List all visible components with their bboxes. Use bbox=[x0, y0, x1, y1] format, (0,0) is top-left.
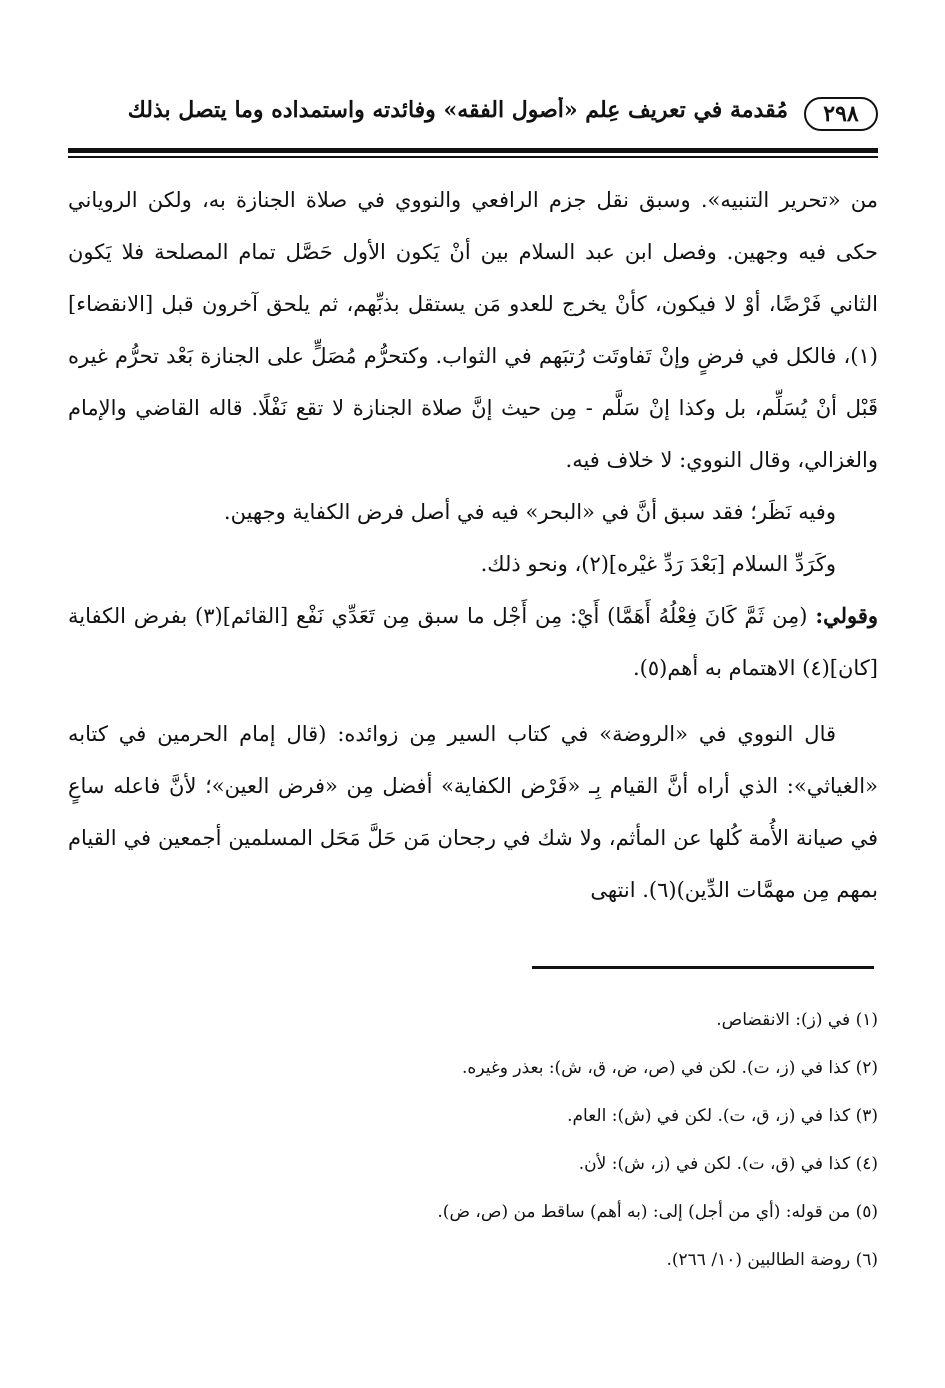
footnote-5: (٥) من قوله: (أي من أجل) إلى: (به أهم) ساقط من (ص، ض). bbox=[437, 1202, 878, 1222]
paragraph-2: وفيه نَظَر؛ فقد سبق أنَّ في «البحر» فيه في أصل فرض الكفاية وجهين. bbox=[223, 500, 836, 524]
footnote-6: (٦) روضة الطالبين (١٠/ ٢٦٦). bbox=[666, 1250, 878, 1270]
footnote-3: (٣) كذا في (ز، ق، ت). لكن في (ش): العام. bbox=[567, 1106, 878, 1126]
main-text bbox=[68, 174, 878, 916]
footnote-1: (١) في (ز): الانقضاص. bbox=[716, 1010, 878, 1030]
paragraph-4-lead: وقولي: bbox=[815, 603, 878, 628]
running-title: مُقدمة في تعريف عِلم «أصول الفقه» وفائدته واستمداده وما يتصل بذلك bbox=[127, 97, 788, 123]
footnote-2: (٢) كذا في (ز، ت). لكن في (ص، ض، ق، ش): بعذر وغيره. bbox=[462, 1058, 878, 1078]
paragraph-3: وكَرَدِّ السلام [بَعْدَ رَدِّ غيْره](٢)، ونحو ذلك. bbox=[480, 552, 836, 576]
header-rule-thin bbox=[68, 156, 878, 158]
paragraph-1: من «تحرير التنبيه». وسبق نقل جزم الرافعي والنووي في صلاة الجنازة به، ولكن الروياني حكى فيه وجهين. وفصل ابن عبد السلام بين أنْ يَكون الأول حَصَّل تمام المصلحة فلا يَكون الثاني فَرْضًا، أوْ لا فيكون، كأنْ يخرج للعدو مَن يستقل بذبِّهم، ثم يلحق آخرون قبل [الانقضاء](١)، فالكل في فرضٍ وإنْ تَفاوتَت رُتبَهم في الثواب. وكتحرُّم مُصَلٍّ على الجنازة بَعْد تحرُّم غيره قَبْل أنْ يُسَلِّم، بل وكذا إنْ سَلَّم - مِن حيث إنَّ صلاة الجنازة لا تقع نَفْلًا. قاله القاضي والإمام والغزالي، وقال النووي: لا خلاف فيه. bbox=[68, 188, 878, 472]
footnote-separator bbox=[532, 966, 874, 969]
paragraph-4-text: (مِن ثَمَّ كَانَ فِعْلُهُ أَهَمَّا) أَيْ: مِن أَجْل ما سبق مِن تَعَدِّي نَفْع [القائم](٣) بفرض الكفاية [كان](٤) الاهتمام به أهم(٥). bbox=[68, 604, 878, 680]
footnote-4: (٤) كذا في (ق، ت). لكن في (ز، ش): لأن. bbox=[578, 1154, 878, 1174]
page-number: ٢٩٨ bbox=[804, 97, 878, 131]
page-header bbox=[68, 95, 878, 143]
footnotes bbox=[68, 996, 878, 1284]
paragraph-4 bbox=[68, 590, 878, 694]
header-rule-thick bbox=[68, 148, 878, 153]
paragraph-5: قال النووي في «الروضة» في كتاب السير مِن زوائده: (قال إمام الحرمين في كتابه «الغياثي»: الذي أراه أنَّ القيام بِـ «فَرْض الكفاية» أفضل مِن «فرض العين»؛ لأنَّ فاعله ساعٍ في صيانة الأُمة كُلها عن المأثم، ولا شك في رجحان مَن حَلَّ مَحَل المسلمين أجمعين في القيام بمهم مِن مهمَّات الدِّين)(٦). انتهى bbox=[68, 722, 878, 902]
